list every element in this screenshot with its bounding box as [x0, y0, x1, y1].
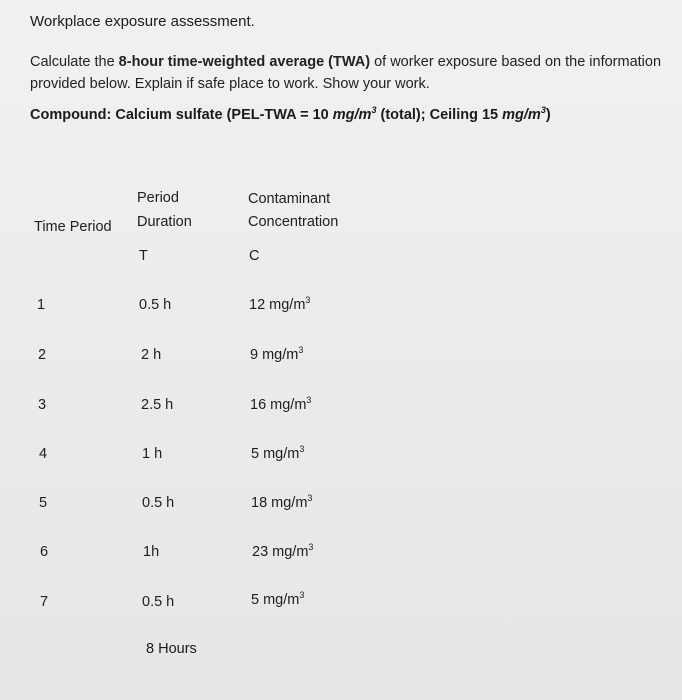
header-concentration-line2: Concentration	[248, 214, 339, 230]
row-7-concentration-exponent: 3	[299, 590, 305, 601]
row-1-concentration	[249, 297, 310, 313]
row-2-concentration-exponent: 3	[298, 345, 304, 356]
row-4-duration: 1 h	[142, 446, 163, 462]
compound-unit-base: mg/m	[332, 107, 372, 123]
row-2-duration: 2 h	[141, 347, 162, 363]
row-2-concentration-value: 9 mg/m	[250, 347, 299, 363]
header-period-symbol: T	[139, 248, 148, 264]
compound-unit-exponent: 3	[371, 105, 377, 116]
compound-unit2-base: mg/m	[502, 107, 541, 123]
row-6-concentration-exponent: 3	[308, 542, 314, 553]
row-7-concentration-value: 5 mg/m	[251, 592, 300, 608]
instructions-text-end: of worker exposure based on the information provided below. Explain if safe place to work. Show your work.	[30, 54, 662, 92]
header-period-line2: Duration	[137, 214, 192, 230]
row-3-concentration-value: 16 mg/m	[250, 397, 307, 413]
compound-unit	[333, 107, 377, 123]
instructions-text-start: Calculate the	[30, 54, 119, 70]
row-7-concentration	[251, 592, 304, 608]
row-4-concentration-exponent: 3	[299, 444, 305, 455]
row-1-period: 1	[37, 297, 46, 313]
header-time-period: Time Period	[34, 219, 112, 235]
compound-suffix: )	[545, 107, 551, 123]
compound-middle: (total); Ceiling 15	[376, 107, 503, 123]
row-5-concentration-exponent: 3	[307, 493, 313, 504]
row-6-duration: 1h	[143, 544, 160, 560]
row-5-period: 5	[39, 495, 48, 511]
row-6-concentration-value: 23 mg/m	[252, 544, 309, 560]
compound-unit2-exponent: 3	[540, 105, 546, 116]
instructions-paragraph	[30, 51, 680, 95]
row-7-duration: 0.5 h	[142, 594, 175, 610]
row-6-period: 6	[40, 544, 49, 560]
row-3-period: 3	[38, 397, 47, 413]
header-concentration-symbol: C	[249, 248, 260, 264]
row-3-duration: 2.5 h	[141, 397, 174, 413]
row-6-concentration	[252, 544, 313, 560]
instructions-bold-text: 8-hour time-weighted average (TWA)	[118, 54, 371, 70]
row-3-concentration	[250, 397, 311, 413]
compound-prefix: Compound: Calcium sulfate (PEL-TWA = 10	[30, 107, 333, 123]
row-7-period: 7	[40, 594, 49, 610]
total-duration: 8 Hours	[146, 641, 197, 657]
row-1-concentration-exponent: 3	[305, 295, 311, 306]
row-5-concentration	[251, 495, 312, 511]
row-4-concentration	[251, 446, 304, 462]
compound-unit-2	[502, 107, 546, 123]
row-3-concentration-exponent: 3	[306, 395, 312, 406]
header-concentration-line1: Contaminant	[248, 191, 331, 207]
row-5-duration: 0.5 h	[142, 495, 175, 511]
row-1-duration: 0.5 h	[139, 297, 172, 313]
row-4-period: 4	[39, 446, 48, 462]
compound-line	[30, 107, 551, 123]
row-2-concentration	[250, 347, 303, 363]
row-1-concentration-value: 12 mg/m	[249, 297, 306, 313]
row-4-concentration-value: 5 mg/m	[251, 446, 300, 462]
row-2-period: 2	[38, 347, 47, 363]
row-5-concentration-value: 18 mg/m	[251, 495, 308, 511]
document-title: Workplace exposure assessment.	[30, 13, 255, 30]
header-period-line1: Period	[137, 190, 179, 206]
